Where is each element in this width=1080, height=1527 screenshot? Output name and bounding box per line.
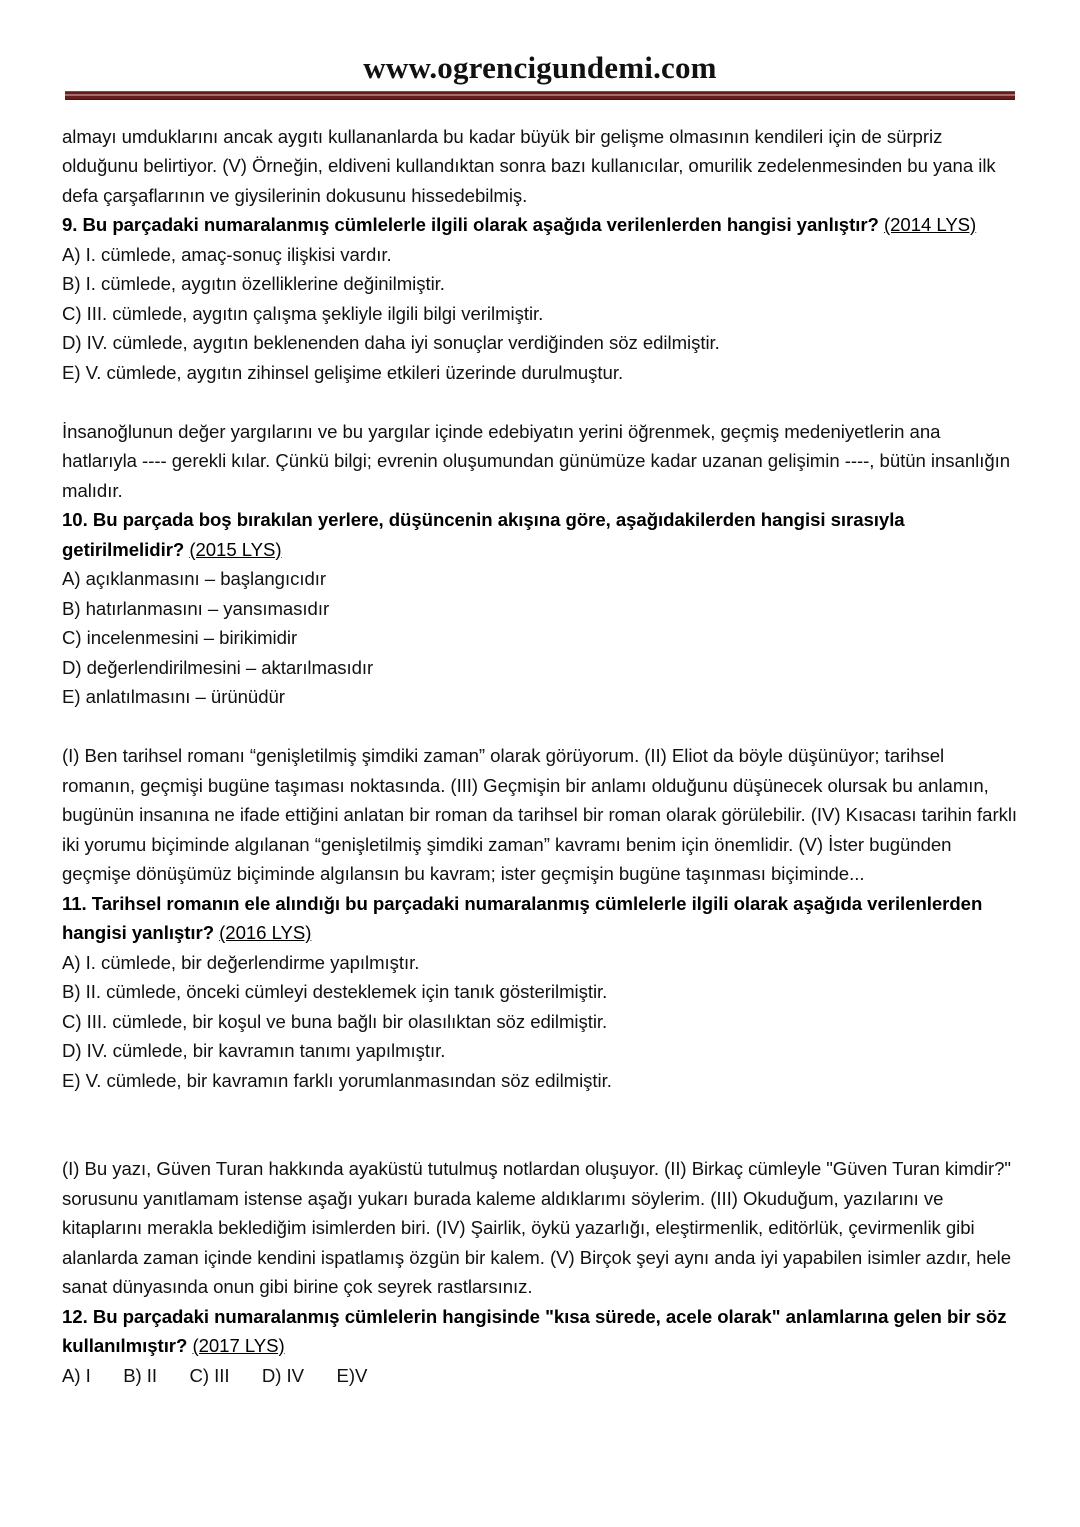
question-12-heading bbox=[62, 1302, 1020, 1361]
passage-2: İnsanoğlunun değer yargılarını ve bu yargılar içinde edebiyatın yerini öğrenmek, geçmiş medeniyetlerin ana hatlarıyla ---- gerekli kılar. Çünkü bilgi; evrenin oluşumundan günümüze kadar uzanan gelişimin ----, bütün insanlığın malıdır. bbox=[62, 420, 1011, 501]
option-item[interactable]: A) açıklanmasını – başlangıcıdır bbox=[62, 568, 327, 590]
option-item[interactable]: A) I bbox=[62, 1364, 91, 1386]
option-item[interactable]: B) II bbox=[123, 1364, 158, 1386]
option-item[interactable]: E) V. cümlede, bir kavramın farklı yorumlanmasından söz edilmiştir. bbox=[62, 1069, 612, 1091]
question-9-source: (2014 LYS) bbox=[883, 214, 977, 236]
question-11-source: (2016 LYS) bbox=[219, 922, 312, 944]
passage-4: (I) Bu yazı, Güven Turan hakkında ayaküstü tutulmuş notlardan oluşuyor. (II) Birkaç cümleyle "Güven Turan kimdir?" sorusunu yanıtlamam istense aşağı yukarı burada kaleme aldıklarımı söylerim. (III) Okuduğum, yazılarını ve kitaplarını merakla beklediğim isimlerden biri. (IV) Şairlik, öykü yazarlığı, eleştirmenlik, editörlük, çevirmenlik gibi alanlarda zaman içinde kendini ispatlamış özgün bir kalem. (V) Birçok şeyi aynı anda iyi yapabilen isimler azdır, hele sanat dünyasında onun gibi birine çok seyrek rastlarsınız. bbox=[62, 1158, 1012, 1298]
question-10-options bbox=[62, 564, 1020, 712]
passage-1: almayı umduklarını ancak aygıtı kullananlarda bu kadar büyük bir gelişme olmasının kendileri için de sürpriz olduğunu belirtiyor. (V) Örneğin, eldiveni kullandıktan sonra bazı kullanıcılar, omurilik zedelenmesinden bu yana ilk defa çarşaflarının ve giysilerinin dokusunu hissedebilmiş. bbox=[62, 125, 996, 206]
option-item[interactable]: D) IV. cümlede, aygıtın beklenenden daha iyi sonuçlar verdiğinden söz edilmiştir. bbox=[62, 332, 720, 354]
site-title: www.ogrencigundemi.com bbox=[363, 50, 717, 85]
option-item[interactable]: A) I. cümlede, bir değerlendirme yapılmıştır. bbox=[62, 951, 420, 973]
option-item[interactable]: B) hatırlanmasını – yansımasıdır bbox=[62, 597, 330, 619]
option-item[interactable]: B) I. cümlede, aygıtın özelliklerine değinilmiştir. bbox=[62, 273, 445, 295]
question-9-heading bbox=[62, 210, 1020, 240]
option-item[interactable]: C) III. cümlede, bir koşul ve buna bağlı bir olasılıktan söz edilmiştir. bbox=[62, 1010, 608, 1032]
document-content bbox=[0, 122, 1080, 1391]
question-12-options bbox=[62, 1361, 1020, 1391]
option-item[interactable]: C) incelenmesini – birikimidir bbox=[62, 627, 298, 649]
option-item[interactable]: C) III bbox=[189, 1364, 230, 1386]
paragraph-gap bbox=[62, 712, 1020, 742]
option-item[interactable]: B) II. cümlede, önceki cümleyi desteklemek için tanık gösterilmiştir. bbox=[62, 981, 608, 1003]
paragraph-gap bbox=[62, 387, 1020, 417]
question-9-options bbox=[62, 240, 1020, 388]
option-item[interactable]: E) V. cümlede, aygıtın zihinsel gelişime etkileri üzerinde durulmuştur. bbox=[62, 361, 624, 383]
option-item[interactable]: E) anlatılmasını – ürünüdür bbox=[62, 686, 285, 708]
passage-3: (I) Ben tarihsel romanı “genişletilmiş şimdiki zaman” olarak görüyorum. (II) Eliot da böyle düşünüyor; tarihsel romanın, geçmişi bugüne taşıması noktasında. (III) Geçmişin bir anlamı olduğunu düşünecek olursak bu anlamın, bugünün insanına ne ifade ettiğini anlatan bir roman da tarihsel bir roman olarak görülebilir. (IV) Kısacası tarihin farklı iki yorumu biçiminde algılanan “genişletilmiş şimdiki zaman” kavramı benim için önemlidir. (V) İster bugünden geçmişe dönüşümüz biçiminde algılansın bu kavram; ister geçmişin bugüne taşınması biçiminde... bbox=[62, 745, 1018, 885]
question-9-prompt: 9. Bu parçadaki numaralanmış cümlelerle ilgili olarak aşağıda verilenlerden hangisi yanlıştır? bbox=[62, 214, 879, 236]
question-10-prompt: 10. Bu parçada boş bırakılan yerlere, düşüncenin akışına göre, aşağıdakilerden hangisi sırasıyla getirilmelidir? bbox=[62, 509, 905, 560]
option-item[interactable]: D) IV. cümlede, bir kavramın tanımı yapılmıştır. bbox=[62, 1040, 446, 1062]
page-header bbox=[0, 0, 1080, 100]
option-item[interactable]: D) IV bbox=[261, 1364, 305, 1386]
option-item[interactable]: C) III. cümlede, aygıtın çalışma şekliyle ilgili bilgi verilmiştir. bbox=[62, 302, 544, 324]
option-item[interactable]: E)V bbox=[336, 1364, 368, 1386]
option-item[interactable]: D) değerlendirilmesini – aktarılmasıdır bbox=[62, 656, 374, 678]
question-11-prompt: 11. Tarihsel romanın ele alındığı bu parçadaki numaralanmış cümlelerle ilgili olarak aşağıda verilenlerden hangisi yanlıştır? bbox=[62, 892, 983, 944]
question-11-heading bbox=[62, 889, 1020, 948]
option-item[interactable]: A) I. cümlede, amaç-sonuç ilişkisi vardır. bbox=[62, 243, 392, 265]
question-12-source: (2017 LYS) bbox=[192, 1335, 285, 1357]
question-11-options bbox=[62, 948, 1020, 1096]
question-12-prompt: 12. Bu parçadaki numaralanmış cümlelerin hangisinde "kısa sürede, acele olarak" anlamlarına gelen bir söz kullanılmıştır? bbox=[62, 1305, 1007, 1357]
section-gap bbox=[62, 1095, 1020, 1154]
header-divider bbox=[65, 91, 1015, 100]
question-10-source: (2015 LYS) bbox=[189, 538, 282, 560]
question-10-heading bbox=[62, 505, 1020, 564]
